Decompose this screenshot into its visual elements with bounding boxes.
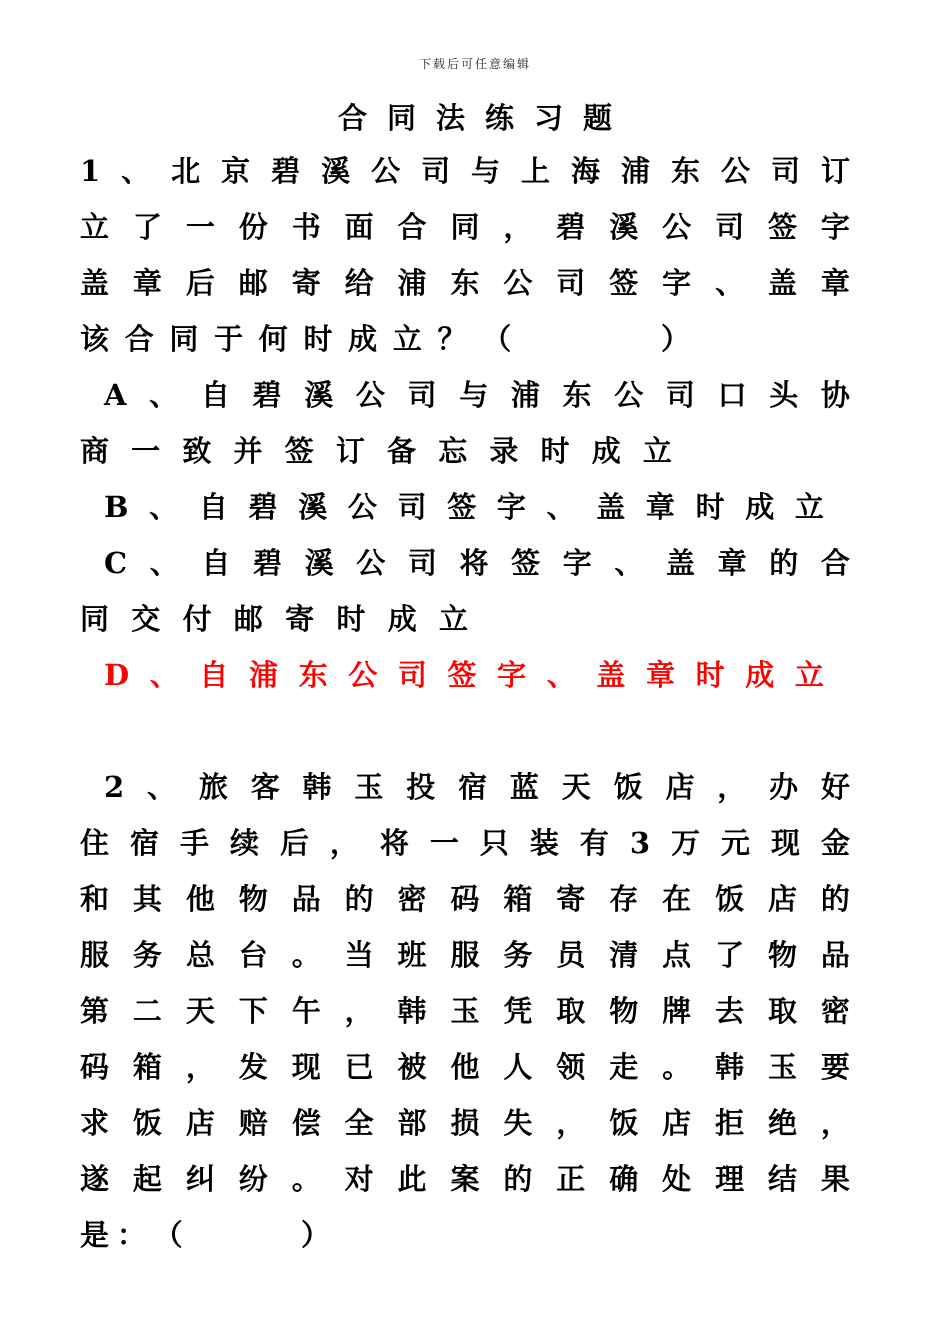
q1-option-c-line-2: 同 交 付 邮 寄 时 成 立 [80,602,468,636]
q1-line-2: 立 了 一 份 书 面 合 同 ， 碧 溪 公 司 签 字 [80,210,850,244]
q2-line-5: 第 二 天 下 午 ， 韩 玉 凭 取 物 牌 去 取 密 [80,994,850,1028]
q1-option-d-answer: D 、 自 浦 东 公 司 签 字 、 盖 章 时 成 立 [104,658,824,692]
q1-line-4: 该 合 同 于 何 时 成 立 ？ （ ） [80,322,690,356]
q1-option-a-line-1: A 、 自 碧 溪 公 司 与 浦 东 公 司 口 头 协 [104,378,850,412]
q1-option-c-line-1: C 、 自 碧 溪 公 司 将 签 字 、 盖 章 的 合 [104,546,850,580]
q1-option-b: B 、 自 碧 溪 公 司 签 字 、 盖 章 时 成 立 [104,490,824,524]
q2-line-3: 和 其 他 物 品 的 密 码 箱 寄 存 在 饭 店 的 [80,882,850,916]
q2-line-2: 住 宿 手 续 后 ， 将 一 只 装 有 3 万 元 现 金 [80,826,850,860]
q2-line-4: 服 务 总 台 。 当 班 服 务 员 清 点 了 物 品 [80,938,850,972]
q1-option-a-line-2: 商 一 致 并 签 订 备 忘 录 时 成 立 [80,434,672,468]
q2-line-9: 是 ： （ ） [80,1218,330,1252]
q2-line-8: 遂 起 纠 纷 。 对 此 案 的 正 确 处 理 结 果 [80,1162,850,1196]
q2-line-6: 码 箱 ， 发 现 已 被 他 人 领 走 。 韩 玉 要 [80,1050,850,1084]
document-title: 合同法练习题 [337,101,632,135]
q1-line-3: 盖 章 后 邮 寄 给 浦 东 公 司 签 字 、 盖 章 [80,266,850,300]
q1-line-1: 1 、 北 京 碧 溪 公 司 与 上 海 浦 东 公 司 订 [80,154,850,188]
q2-line-7: 求 饭 店 赔 偿 全 部 损 失 ， 饭 店 拒 绝 ， [80,1106,850,1140]
header-note: 下载后可任意编辑 [418,57,531,71]
q2-line-1: 2 、 旅 客 韩 玉 投 宿 蓝 天 饭 店 ， 办 好 [104,770,850,804]
